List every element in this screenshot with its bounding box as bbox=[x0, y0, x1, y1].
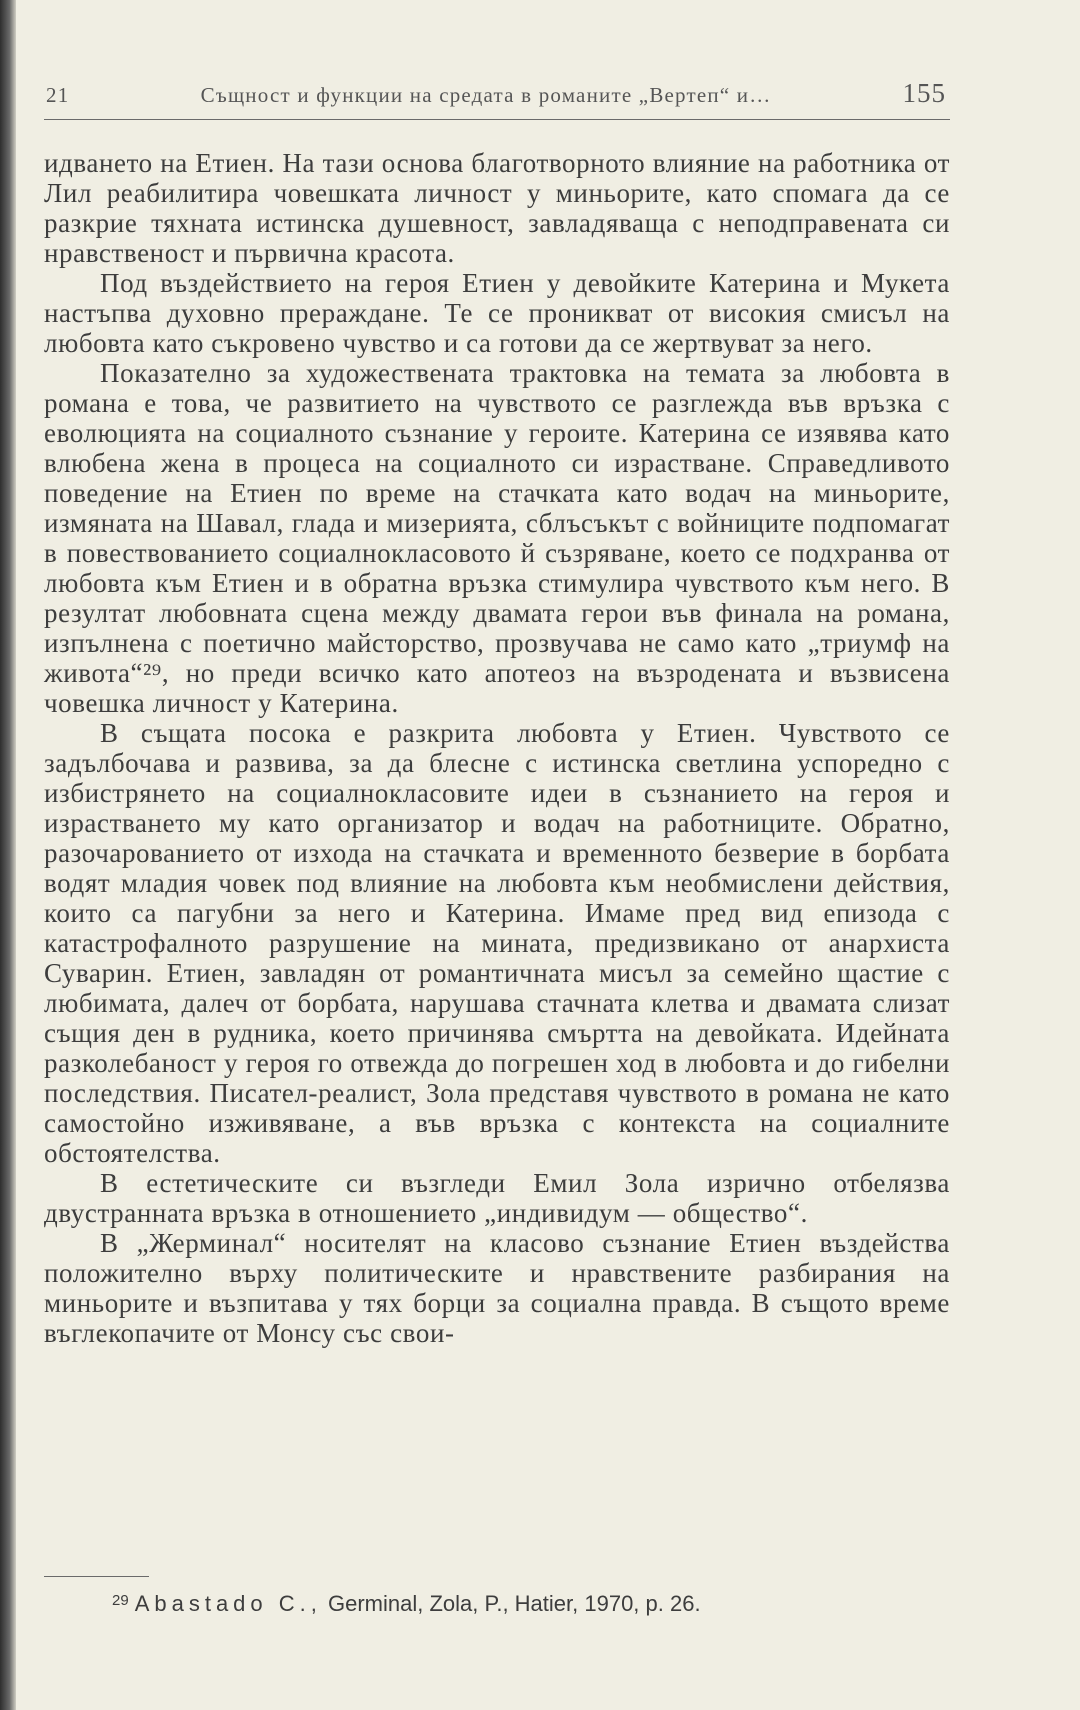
chapter-number: 21 bbox=[46, 83, 70, 107]
book-spine-edge bbox=[0, 0, 16, 1710]
footnote-rule bbox=[44, 1576, 149, 1577]
page-number: 155 bbox=[902, 78, 946, 108]
body-text bbox=[44, 148, 950, 1348]
footnote bbox=[112, 1587, 701, 1618]
footnote-number: 29 bbox=[112, 1592, 129, 1609]
footnote-author: Abastado C., bbox=[134, 1591, 322, 1616]
running-header bbox=[44, 78, 950, 120]
paragraph: Под въздействието на героя Етиен у девойките Катерина и Мукета настъпва духовно прераждане. Те се проникват от високия смисъл на любовта като съкровено чувство и са готови да се жертвуват за него. bbox=[44, 268, 950, 358]
running-title: Същност и функции на средата в романите „Вертеп“ и… bbox=[200, 83, 772, 107]
paragraph: В същата посока е разкрита любовта у Етиен. Чувството се задълбочава и развива, за да блесне с истинска светлина успоредно с избистрянето на социалнокласовите идеи в съзнанието на героя и израстването му като организатор и водач на работниците. Обратно, разочарованието от изхода на стачката и временното безверие в борбата водят младия човек под влияние на любовта към необмислени действия, които са пагубни за него и Катерина. Имаме пред вид епизода с катастрофалното разрушение на мината, предизвикано от анархиста Суварин. Етиен, завладян от романтичната мисъл за семейно щастие с любимата, далеч от борбата, нарушава стачната клетва и двамата слизат същия ден в рудника, което причинява смъртта на девойката. Идейната разколебаност у героя го отвежда до погрешен ход в любовта и до гибелни последствия. Писател-реалист, Зола представя чувството в романа не като самостойно изживяване, а във връзка с контекста на социалните обстоятелства. bbox=[44, 718, 950, 1168]
paragraph: В „Жерминал“ носителят на класово съзнание Етиен въздейства положително върху политическите и нравствените разбирания на миньорите и възпитава у тях борци за социална правда. В същото време въглекопачите от Монсу със свои- bbox=[44, 1228, 950, 1348]
paragraph: Показателно за художествената трактовка на темата за любовта в романа е това, че развитието на чувството се разглежда във връзка с еволюцията на социалното съзнание у героите. Катерина се изявява като влюбена жена в процеса на социалното си израстване. Справедливото поведение на Етиен по време на стачката като водач на миньорите, измяната на Шавал, глада и мизерията, сблъсъкът с войниците подпомагат в повествованието социалнокласовото й съзряване, което се подхранва от любовта към Етиен и в обратна връзка стимулира чувството към него. В резултат любовната сцена между двамата герои във финала на романа, изпълнена с поетично майсторство, прозвучава не само като „триумф на живота“²⁹, но преди всичко като апотеоз на възродената и възвисена човешка личност у Катерина. bbox=[44, 358, 950, 718]
paragraph: идването на Етиен. На тази основа благотворното влияние на работника от Лил реабилитира човешката личност у миньорите, като спомага да се разкрие тяхната истинска душевност, завладяваща с неподправената си нравственост и първична красота. bbox=[44, 148, 950, 268]
page bbox=[44, 78, 950, 1348]
paragraph: В естетическите си възгледи Емил Зола изрично отбелязва двустранната връзка в отношението „индивидум — общество“. bbox=[44, 1168, 950, 1228]
footnote-text: Germinal, Zola, P., Hatier, 1970, p. 26. bbox=[328, 1591, 701, 1616]
